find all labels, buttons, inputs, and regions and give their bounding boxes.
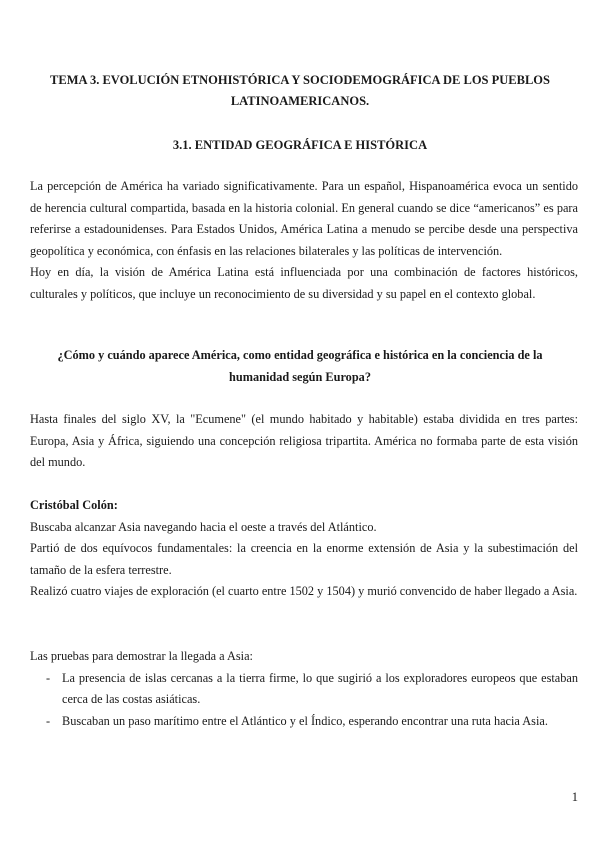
colon-paragraph-2: Partió de dos equívocos fundamentales: la creencia en la enorme extensión de Asia y la subestimación del tamaño de la esfera terrestre. <box>30 541 578 577</box>
intro-paragraph-2: Hoy en día, la visión de América Latina está influenciada por una combinación de factores históricos, culturales y políticos, que incluye un reconocimiento de su diversidad y su papel en el contexto global. <box>30 265 578 301</box>
list-item <box>30 711 578 733</box>
colon-heading: Cristóbal Colón: <box>30 498 118 512</box>
pruebas-intro: Las pruebas para demostrar la llegada a Asia: <box>30 649 253 663</box>
colon-section <box>30 495 578 603</box>
document-title: TEMA 3. EVOLUCIÓN ETNOHISTÓRICA Y SOCIODEMOGRÁFICA DE LOS PUEBLOS LATINOAMERICANOS. <box>50 73 550 108</box>
intro-section <box>30 176 578 306</box>
pruebas-section <box>30 646 578 732</box>
colon-paragraph-3: Realizó cuatro viajes de exploración (el cuarto entre 1502 y 1504) y murió convencido de haber llegado a Asia. <box>30 584 578 599</box>
pruebas-list <box>30 668 578 733</box>
list-item-text: La presencia de islas cercanas a la tierra firme, lo que sugirió a los exploradores europeos que estaban cerca de las costas asiáticas. <box>62 670 578 707</box>
list-item <box>30 668 578 711</box>
page-number: 1 <box>571 790 578 804</box>
dash-bullet: - <box>46 670 51 685</box>
list-item-text: Buscaban un paso marítimo entre el Atlántico y el Índico, esperando encontrar una ruta hacia Asia. <box>62 713 548 728</box>
colon-paragraph-1: Buscaba alcanzar Asia navegando hacia el oeste a través del Atlántico. <box>30 519 377 534</box>
intro-paragraph-1: La percepción de América ha variado significativamente. Para un español, Hispanoamérica evoca un sentido de herencia cultural compartida, basada en la historia colonial. En general cuando se dice “americanos” es para referirse a estadounidenses. Para Estados Unidos, América Latina a menudo se percibe desde una perspectiva geopolítica y económica, con énfasis en las relaciones bilaterales y las políticas de intervención. <box>30 179 578 258</box>
dash-bullet: - <box>46 713 51 728</box>
ecumene-paragraph <box>30 409 578 474</box>
ecumene-text: Hasta finales del siglo XV, la "Ecumene" (el mundo habitado y habitable) estaba dividida en tres partes: Europa, Asia y África, siguiendo una concepción religiosa tripartita. América no formaba parte de esta visión del mundo. <box>30 412 578 470</box>
section-question: ¿Cómo y cuándo aparece América, como entidad geográfica e histórica en la conciencia de la humanidad según Europa? <box>57 348 543 384</box>
section-subtitle: 3.1. ENTIDAD GEOGRÁFICA E HISTÓRICA <box>172 138 428 152</box>
